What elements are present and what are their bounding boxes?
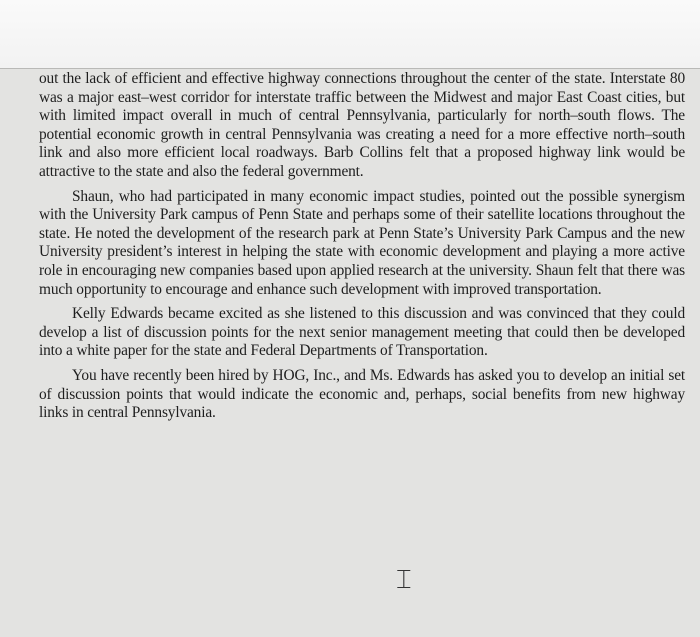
top-bar bbox=[0, 0, 700, 68]
paragraph-1[interactable]: out the lack of efficient and effective highway connections throughout the center of the state. Interstate 80 was a major east–west corridor for interstate traffic between the Midwest and major East Coast cities, but with limited impact overall in much of central Pennsylvania, particularly for north–south flows. The potential economic growth in central Pennsylvania was creating a need for a more effective north–south link and also more efficient local roadways. Barb Collins felt that a proposed highway link would be attractive to the state and also the federal government. bbox=[39, 70, 685, 180]
page-top-edge bbox=[0, 68, 700, 69]
document-text[interactable] bbox=[39, 70, 685, 429]
text-cursor-icon: ⌶ bbox=[396, 565, 412, 595]
paragraph-3[interactable]: Kelly Edwards became excited as she listened to this discussion and was convinced that they could develop a list of discussion points for the next senior management meeting that could then be developed into a white paper for the state and Federal Departments of Transportation. bbox=[39, 305, 685, 360]
paragraph-4[interactable]: You have recently been hired by HOG, Inc., and Ms. Edwards has asked you to develop an initial set of discussion points that would indicate the economic and, perhaps, social benefits from new highway links in central Pennsylvania. bbox=[39, 366, 685, 422]
paragraph-2[interactable]: Shaun, who had participated in many economic impact studies, pointed out the possible synergism with the University Park campus of Penn State and perhaps some of their satellite locations throughout the state. He noted the development of the research park at Penn State’s University Park Campus and the new University president’s interest in helping the state with economic development and playing a more active role in encouraging new companies based upon applied research at the university. Shaun felt that there was much opportunity to encourage and enhance such development with improved transportation. bbox=[39, 187, 685, 298]
